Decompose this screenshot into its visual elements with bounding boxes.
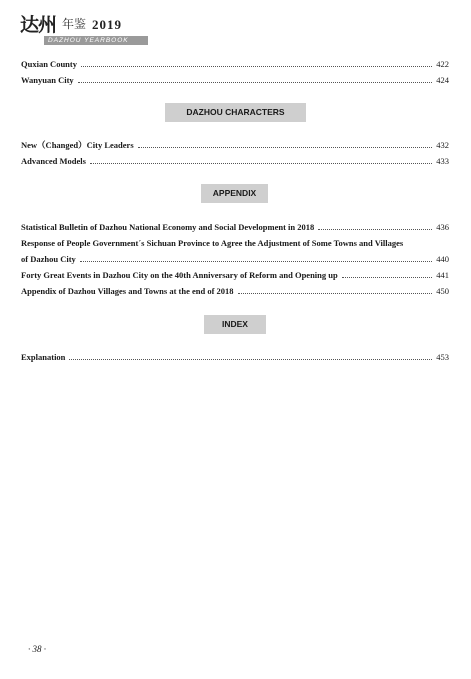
toc-leader-dots [90,156,432,164]
yearbook-logo [20,10,140,46]
logo-subtitle: 年鉴 [62,17,87,31]
toc-entry-page: 422 [436,59,449,69]
toc-entry-wanyuan[interactable] [21,74,449,86]
toc-entry-label: New（Changed）City Leaders [21,140,134,150]
toc-entry-statistical-bulletin[interactable] [21,221,449,233]
toc-leader-dots [80,254,432,262]
logo-tagline: DAZHOU YEARBOOK [44,36,148,45]
toc-entry-label: Appendix of Dazhou Villages and Towns at the end of 2018 [21,286,234,296]
toc-entry-page: 433 [436,156,449,166]
toc-entry-page: 440 [436,254,449,264]
toc-entry-forty-great-events[interactable] [21,269,449,281]
toc-entry-explanation[interactable] [21,351,449,363]
toc-entry-page: 432 [436,140,449,150]
toc-entry-response-line2[interactable] [21,253,449,265]
toc-entry-villages-towns[interactable] [21,285,449,297]
toc-entry-page: 453 [436,352,449,362]
toc-entry-page: 424 [436,75,449,85]
toc-entry-advanced-models[interactable] [21,155,449,167]
toc-entry-label: Advanced Models [21,156,86,166]
section-heading-index: INDEX [204,315,266,334]
toc-entry-page: 436 [436,222,449,232]
toc-leader-dots [138,140,433,148]
toc-leader-dots [318,222,432,230]
toc-entry-label: Forty Great Events in Dazhou City on the 40th Anniversary of Reform and Opening up [21,270,338,280]
toc-entry-quxian[interactable] [21,58,449,70]
toc-entry-label: Wanyuan City [21,75,74,85]
toc-entry-label: Explanation [21,352,66,362]
logo-year: 2019 [92,17,122,32]
toc-entry-page: 450 [436,286,449,296]
toc-entry-label: Statistical Bulletin of Dazhou National Economy and Social Development in 2018 [21,222,315,232]
toc-leader-dots [81,59,432,67]
toc-entry-label: Quxian County [21,59,77,69]
toc-leader-dots [238,286,433,294]
toc-entry-city-leaders[interactable] [21,139,449,151]
section-heading-characters: DAZHOU CHARACTERS [165,103,306,122]
toc-leader-dots [78,75,433,83]
toc-entry-response-line1[interactable]: Response of People Government´s Sichuan Province to Agree the Adjustment of Some Towns and Villages [21,238,404,248]
section-heading-appendix: APPENDIX [201,184,268,203]
toc-entry-page: 441 [436,270,449,280]
toc-entry-label: of Dazhou City [21,254,76,264]
toc-leader-dots [69,352,432,360]
page-number: · 38 · [28,644,46,654]
toc-leader-dots [342,270,433,278]
logo-title: 达州 [20,14,57,36]
